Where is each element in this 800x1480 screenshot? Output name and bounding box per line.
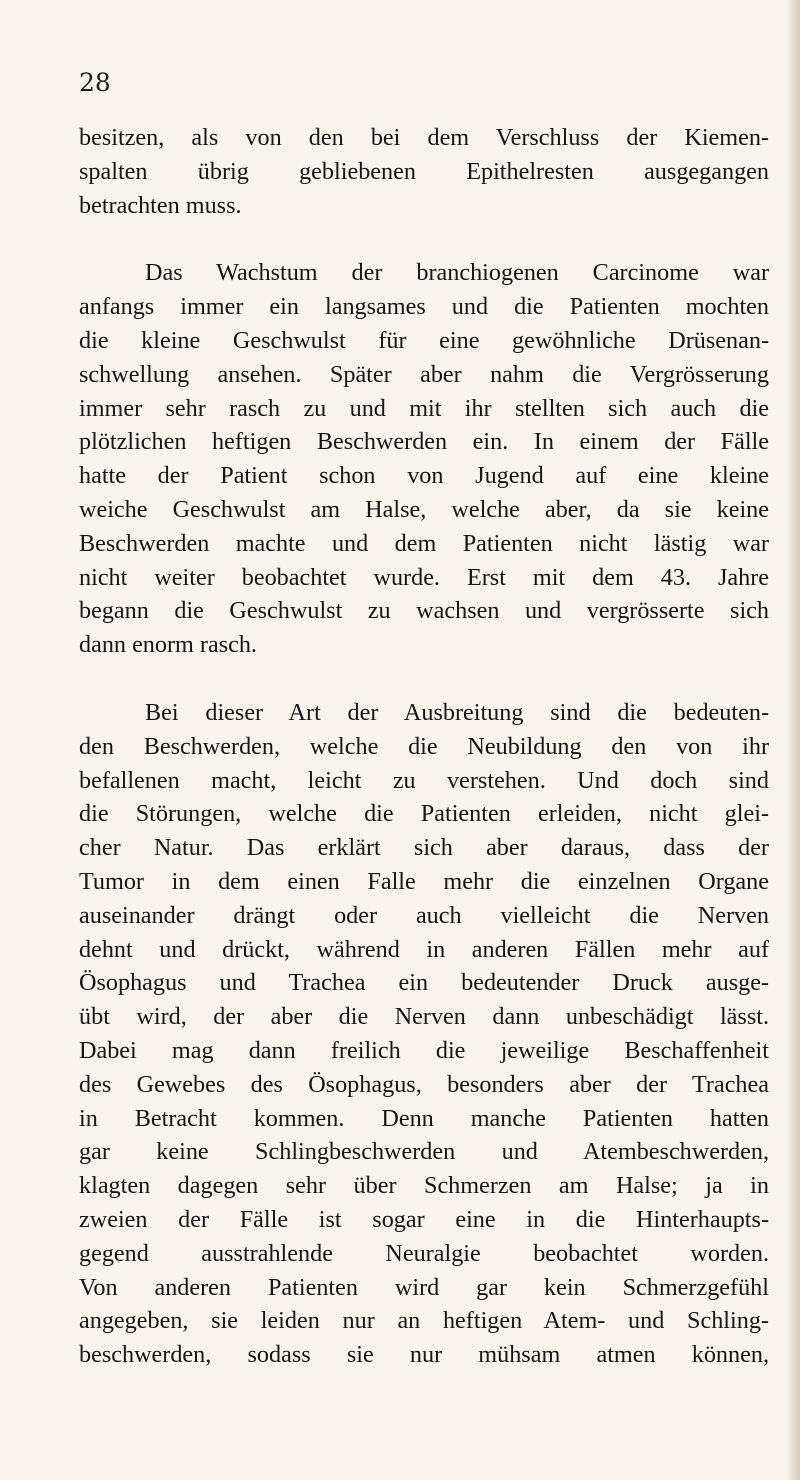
text-line: betrachten muss. bbox=[79, 191, 242, 219]
text-line: Tumor in dem einen Falle mehr die einzelnen Organe bbox=[79, 867, 769, 895]
text-line: spalten übrig gebliebenen Epithelresten ausgegangen bbox=[79, 157, 769, 185]
text-line: befallenen macht, leicht zu verstehen. Und doch sind bbox=[79, 766, 769, 794]
body-text bbox=[79, 121, 769, 1372]
text-line: Bei dieser Art der Ausbreitung sind die bedeuten- bbox=[145, 698, 769, 726]
text-line: begann die Geschwulst zu wachsen und vergrösserte sich bbox=[79, 597, 769, 625]
text-line: des Gewebes des Ösophagus, besonders aber der Trachea bbox=[79, 1070, 769, 1098]
text-line: schwellung ansehen. Später aber nahm die Vergrösserung bbox=[79, 360, 769, 388]
text-line: die Störungen, welche die Patienten erleiden, nicht glei- bbox=[79, 800, 769, 828]
text-line: gegend ausstrahlende Neuralgie beobachtet worden. bbox=[79, 1239, 769, 1267]
text-line: immer sehr rasch zu und mit ihr stellten sich auch die bbox=[79, 394, 769, 422]
text-line: angegeben, sie leiden nur an heftigen Atem- und Schling- bbox=[79, 1307, 769, 1335]
text-line: Dabei mag dann freilich die jeweilige Beschaffenheit bbox=[79, 1036, 769, 1064]
text-line: plötzlichen heftigen Beschwerden ein. In einem der Fälle bbox=[79, 428, 769, 456]
text-line: weiche Geschwulst am Halse, welche aber, da sie keine bbox=[79, 495, 769, 523]
text-line: den Beschwerden, welche die Neubildung den von ihr bbox=[79, 732, 769, 760]
text-line: klagten dagegen sehr über Schmerzen am Halse; ja in bbox=[79, 1172, 769, 1200]
text-line: auseinander drängt oder auch vielleicht die Nerven bbox=[79, 901, 769, 929]
text-line: dehnt und drückt, während in anderen Fällen mehr auf bbox=[79, 935, 769, 963]
page-number: 28 bbox=[79, 68, 111, 97]
text-line: übt wird, der aber die Nerven dann unbeschädigt lässt. bbox=[79, 1003, 769, 1031]
paragraph bbox=[79, 696, 769, 1372]
text-line: gar keine Schlingbeschwerden und Atembeschwerden, bbox=[79, 1138, 769, 1166]
text-line: Ösophagus und Trachea ein bedeutender Druck ausge- bbox=[79, 969, 769, 997]
text-line: anfangs immer ein langsames und die Patienten mochten bbox=[79, 293, 769, 321]
text-line: nicht weiter beobachtet wurde. Erst mit dem 43. Jahre bbox=[79, 563, 769, 591]
page-edge-shadow bbox=[786, 0, 800, 1480]
text-line: zweien der Fälle ist sogar eine in die Hinterhaupts- bbox=[79, 1205, 769, 1233]
paragraph bbox=[79, 121, 769, 222]
text-line: Beschwerden machte und dem Patienten nicht lästig war bbox=[79, 529, 769, 557]
paragraph bbox=[79, 256, 769, 662]
text-line: Das Wachstum der branchiogenen Carcinome war bbox=[145, 259, 769, 287]
text-line: Von anderen Patienten wird gar kein Schmerzgefühl bbox=[79, 1273, 769, 1301]
text-line: beschwerden, sodass sie nur mühsam atmen können, bbox=[79, 1341, 769, 1369]
text-line: in Betracht kommen. Denn manche Patienten hatten bbox=[79, 1104, 769, 1132]
text-line: cher Natur. Das erklärt sich aber daraus, dass der bbox=[79, 834, 769, 862]
text-line: dann enorm rasch. bbox=[79, 631, 257, 659]
text-line: hatte der Patient schon von Jugend auf eine kleine bbox=[79, 462, 769, 490]
text-line: besitzen, als von den bei dem Verschluss der Kiemen- bbox=[79, 124, 769, 151]
text-line: die kleine Geschwulst für eine gewöhnliche Drüsenan- bbox=[79, 326, 769, 354]
